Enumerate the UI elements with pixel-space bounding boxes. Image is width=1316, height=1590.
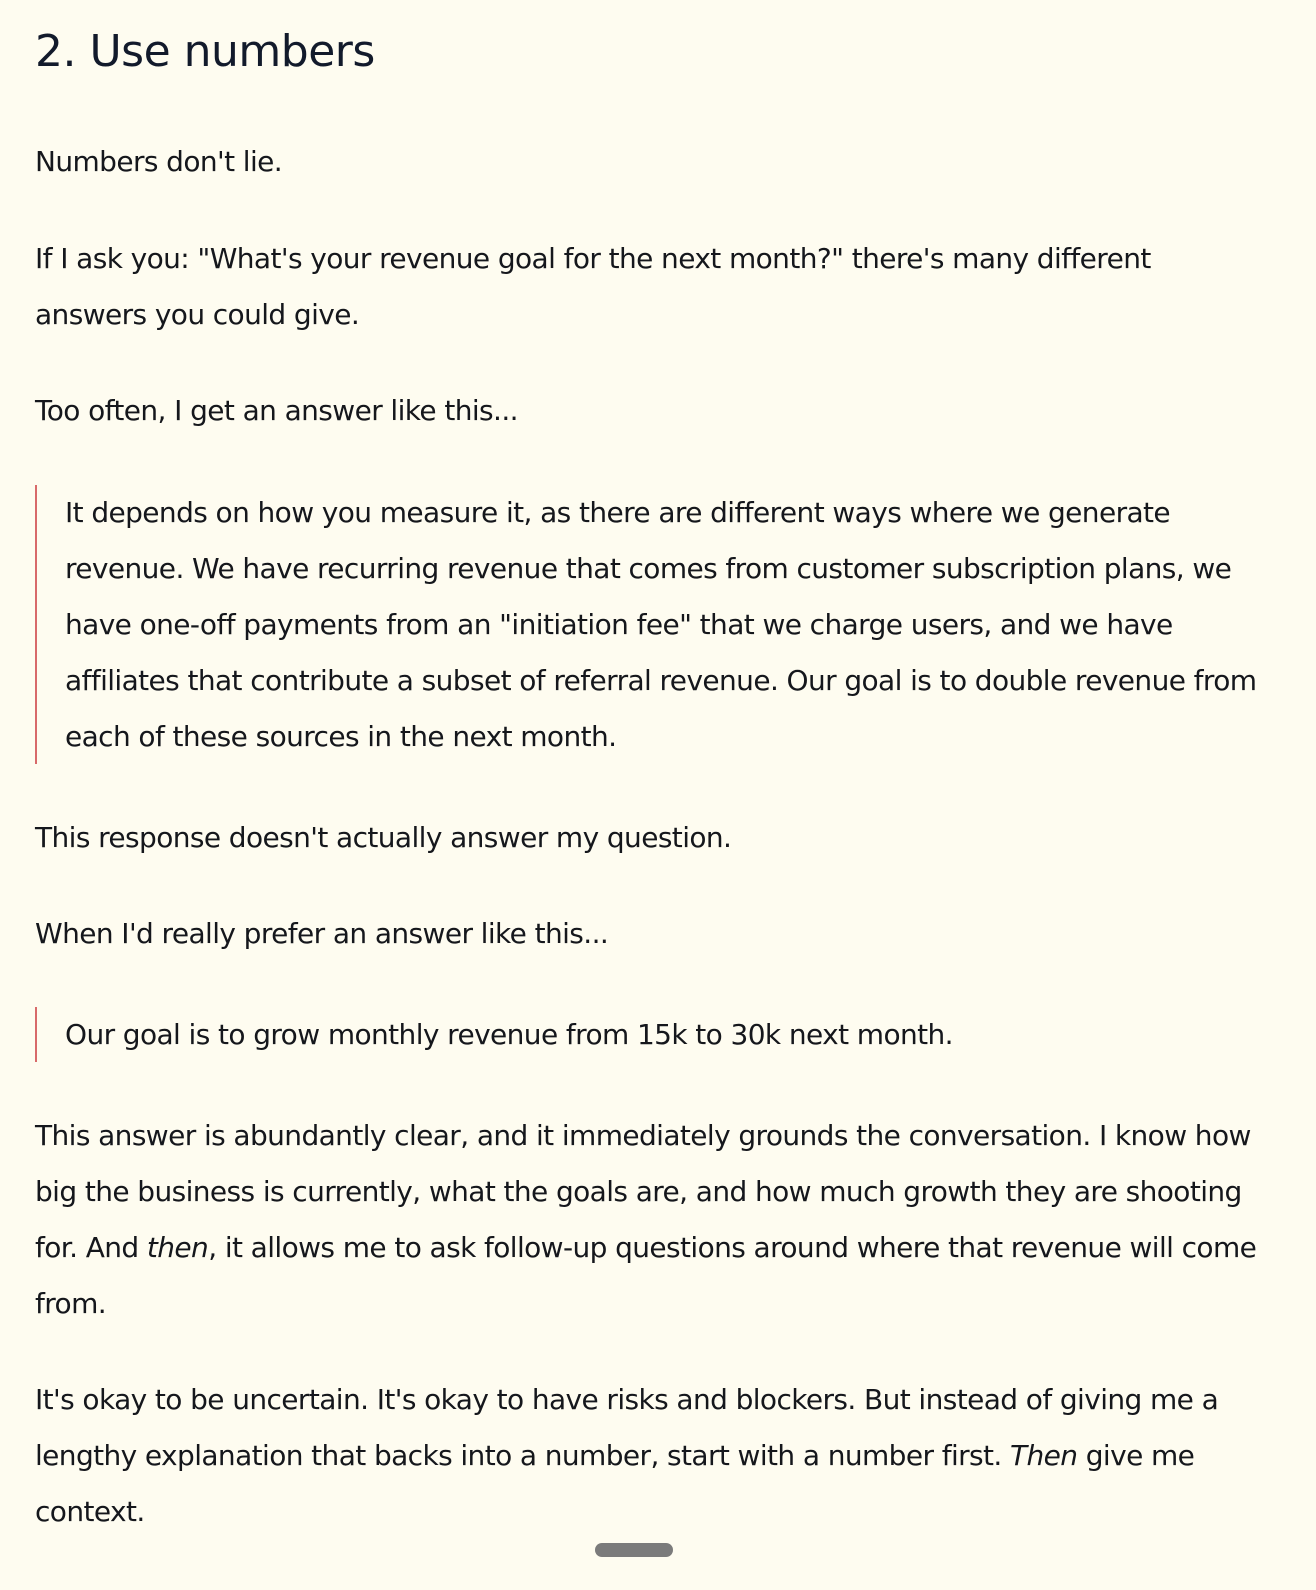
text-run: give me context.	[35, 1439, 1195, 1528]
emphasis-then: then	[146, 1231, 209, 1264]
text-run: This answer is abundantly clear, and it immediately grounds the conversation. I know how big the business is currently, what the goals are, and how much growth they are shooting for. And	[35, 1119, 1251, 1264]
paragraph-prefer-answer: When I'd really prefer an answer like this...	[35, 917, 609, 950]
paragraph-too-often: Too often, I get an answer like this...	[35, 394, 518, 427]
emphasis-then: Then	[1010, 1439, 1078, 1472]
home-indicator-bar[interactable]	[595, 1543, 673, 1557]
paragraph-revenue-question: If I ask you: "What's your revenue goal for the next month?" there's many different answers you could give.	[35, 242, 1151, 331]
paragraph-numbers-dont-lie: Numbers don't lie.	[35, 145, 283, 178]
blockquote-text: It depends on how you measure it, as there are different ways where we generate revenue. We have recurring revenue that comes from customer subscription plans, we have one-off payments from an "initiation fee" that we charge users, and we have affiliates that contribute a subset of referral revenue. Our goal is to double revenue from each of these sources in the next month.	[65, 496, 1257, 753]
blockquote-text: Our goal is to grow monthly revenue from 15k to 30k next month.	[65, 1018, 953, 1051]
paragraph-abundantly-clear	[35, 1108, 1265, 1332]
text-run: , it allows me to ask follow-up questions around where that revenue will come from.	[35, 1231, 1257, 1320]
paragraph-doesnt-answer: This response doesn't actually answer my question.	[35, 821, 732, 854]
blockquote-vague-answer	[35, 485, 1275, 764]
section-heading: 2. Use numbers	[35, 26, 375, 77]
blockquote-clear-answer	[35, 1007, 1275, 1062]
paragraph-okay-uncertain	[35, 1372, 1265, 1540]
text-run: It's okay to be uncertain. It's okay to have risks and blockers. But instead of giving me a lengthy explanation that backs into a number, start with a number first.	[35, 1383, 1219, 1472]
